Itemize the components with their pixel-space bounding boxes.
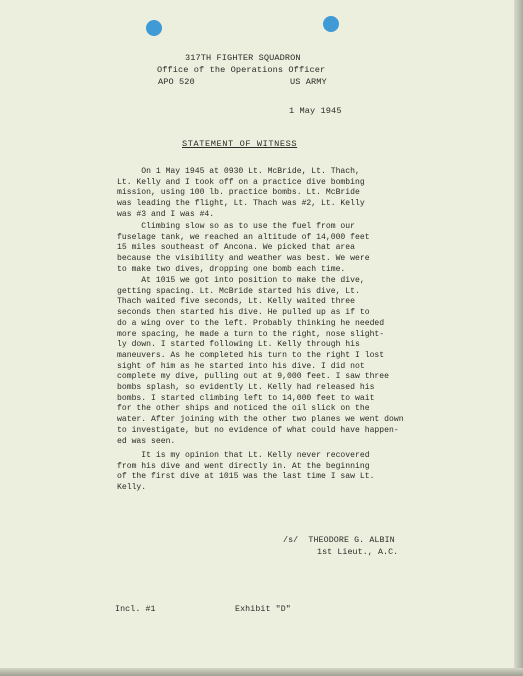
text-line: ed was seen. [117,436,176,446]
text-line: fuselage tank, we reached an altitude of 14,000 feet [117,232,370,242]
text-line: for the other ships and noticed the oil slick on the [117,404,370,414]
paragraph-3 [117,276,417,447]
unit-name: 317TH FIGHTER SQUADRON [185,53,301,63]
text-line: Thach waited five seconds, Lt. Kelly waited three [117,297,355,307]
page-edge-bottom [0,668,523,676]
text-line: It is my opinion that Lt. Kelly never recovered [117,451,370,460]
paragraph-4 [117,451,417,494]
office-line: Office of the Operations Officer [157,65,326,75]
text-line: maneuvers. As he completed his turn to the right I lost [117,350,385,360]
text-line: bombs splash, so evidently Lt. Kelly had released his [117,383,375,393]
text-line: from his dive and went directly in. At the beginning [117,461,370,471]
binder-hole-left [146,20,162,36]
page-edge-right [514,0,523,676]
binder-hole-right [323,16,339,32]
text-line: getting spacing. Lt. McBride started his dive, Lt. [117,286,360,296]
paragraph-1 [117,167,417,221]
text-line: Lt. Kelly and I took off on a practice dive bombing [117,177,365,187]
text-line: was #3 and I was #4. [117,209,215,219]
apo-line: APO 520 [158,77,195,87]
enclosure-label: Incl. #1 [115,605,156,614]
paragraph-2 [117,222,417,276]
text-line: more spacing, he made a turn to the right, nose slight- [117,329,385,339]
text-line: bombs. I started climbing left to 14,000 feet to wait [117,393,375,403]
signature-name: /s/ THEODORE G. ALBIN [283,536,395,545]
text-line: because the visibility and weather was best. We were [117,254,370,264]
text-line: to make two dives, dropping one bomb each time. [117,264,346,274]
text-line: do a wing over to the left. Probably thinking he needed [117,318,385,328]
text-line: water. After joining with the other two planes we went down [117,415,404,425]
text-line: seconds then started his dive. He pulled up as if to [117,308,370,318]
text-line: to investigate, but no evidence of what could have happen- [117,425,399,435]
text-line: mission, using 100 lb. practice bombs. Lt. McBride [117,188,360,198]
document-date: 1 May 1945 [289,106,342,116]
exhibit-label: Exhibit "D" [235,605,291,614]
text-line: complete my dive, pulling out at 9,000 feet. I saw three [117,372,389,382]
text-line: At 1015 we got into position to make the dive, [117,276,365,285]
text-line: Climbing slow so as to use the fuel from our [117,222,355,231]
text-line: of the first dive at 1015 was the last time I saw Lt. [117,472,375,482]
signature-rank: 1st Lieut., A.C. [317,548,399,557]
text-line: was leading the flight, Lt. Thach was #2, Lt. Kelly [117,199,365,209]
text-line: ly down. I started following Lt. Kelly through his [117,340,360,350]
text-line: 15 miles southeast of Ancona. We picked that area [117,243,355,253]
text-line: sight of him as he started into his dive. I did not [117,361,365,371]
text-line: Kelly. [117,483,147,493]
text-line: On 1 May 1945 at 0930 Lt. McBride, Lt. Thach, [117,167,360,176]
document-title: STATEMENT OF WITNESS [182,139,298,149]
army-line: US ARMY [290,77,327,87]
